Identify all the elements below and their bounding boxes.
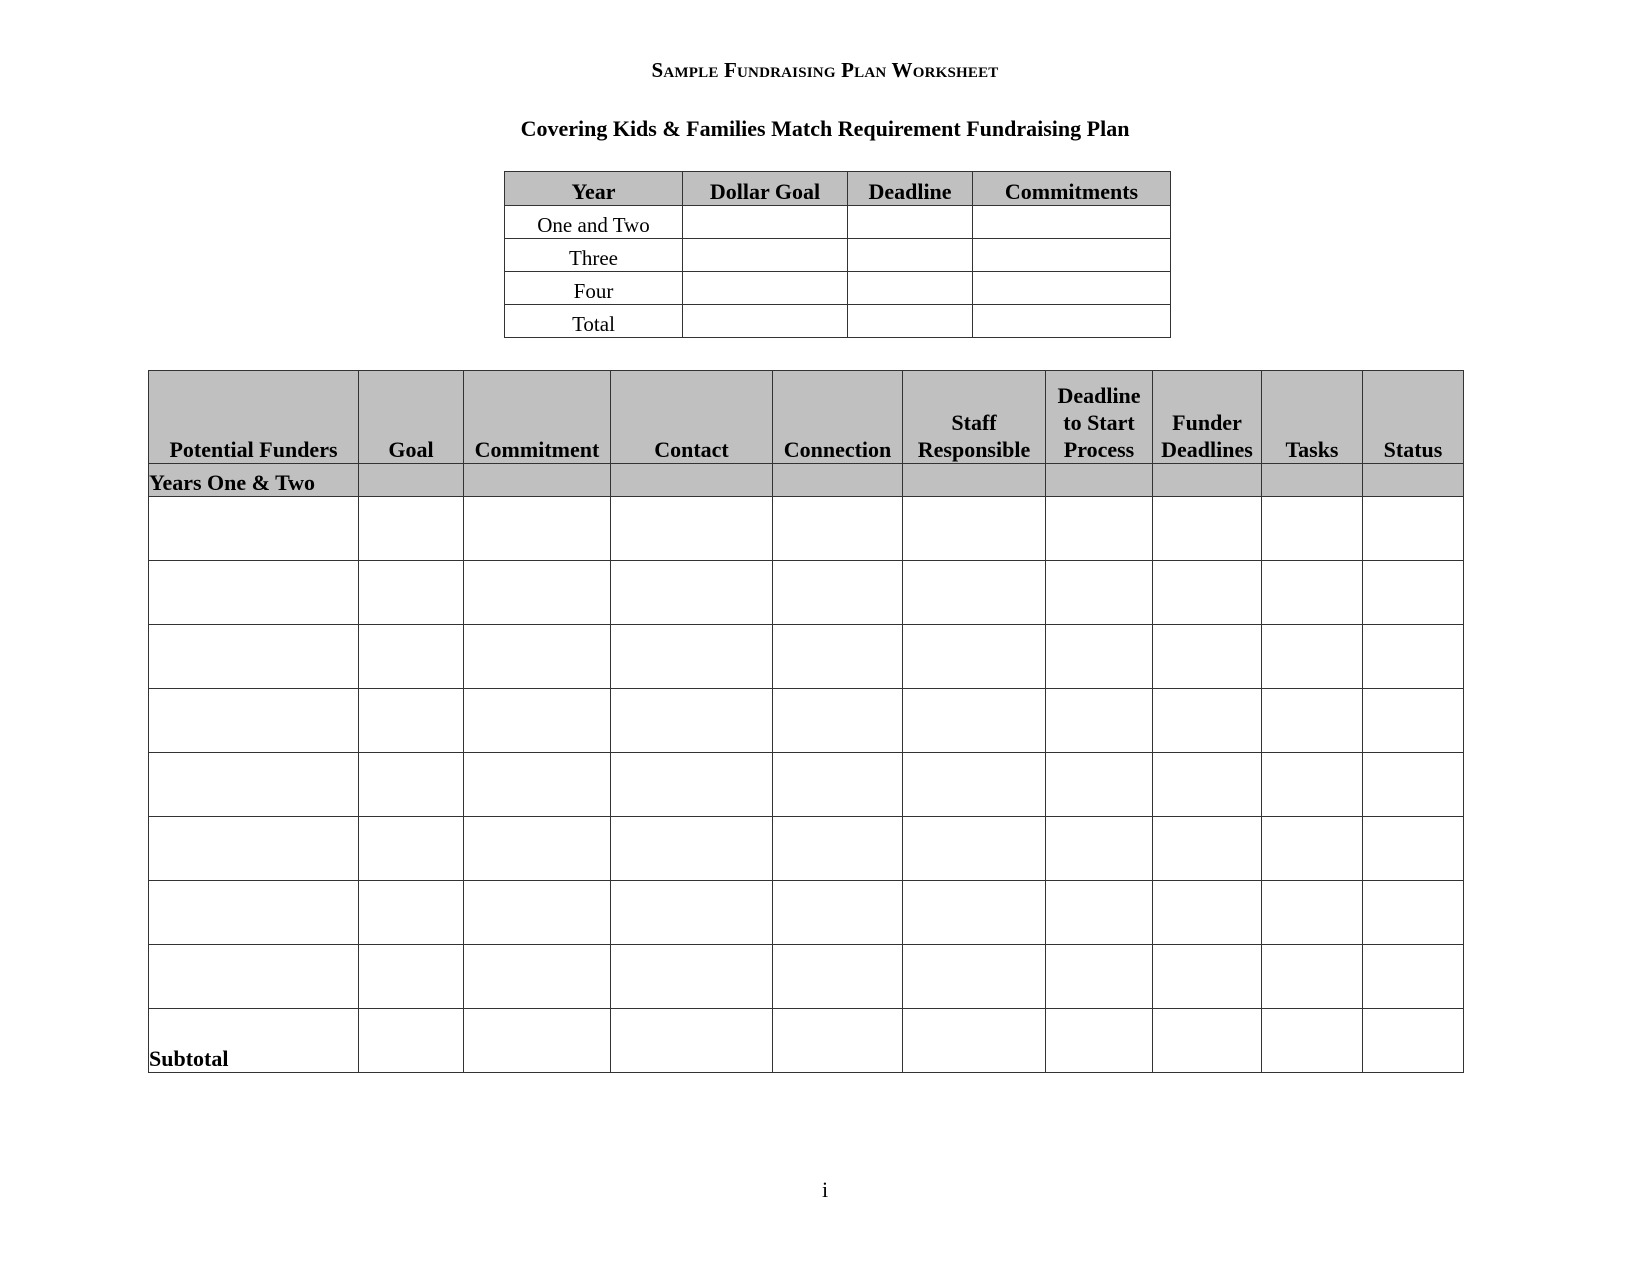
table-row bbox=[149, 625, 1464, 689]
commitments-cell bbox=[973, 272, 1171, 305]
header-deadline: Deadline bbox=[848, 172, 973, 206]
dollar-goal-cell bbox=[683, 206, 848, 239]
summary-row bbox=[505, 206, 1171, 239]
deadline-cell bbox=[848, 206, 973, 239]
year-cell: Total bbox=[505, 305, 683, 338]
header-tasks: Tasks bbox=[1262, 371, 1363, 464]
year-cell: Three bbox=[505, 239, 683, 272]
dollar-goal-cell bbox=[683, 239, 848, 272]
deadline-cell bbox=[848, 239, 973, 272]
table-row bbox=[149, 945, 1464, 1009]
funders-header-row bbox=[149, 371, 1464, 464]
header-staff-responsible: Staff Responsible bbox=[903, 371, 1046, 464]
year-cell: Four bbox=[505, 272, 683, 305]
header-connection: Connection bbox=[773, 371, 903, 464]
header-contact: Contact bbox=[611, 371, 773, 464]
summary-header-row bbox=[505, 172, 1171, 206]
header-year: Year bbox=[505, 172, 683, 206]
table-row bbox=[149, 753, 1464, 817]
table-row bbox=[149, 881, 1464, 945]
subtotal-row bbox=[149, 1009, 1464, 1073]
header-commitment: Commitment bbox=[464, 371, 611, 464]
document-subtitle: Covering Kids & Families Match Requirement Fundraising Plan bbox=[520, 116, 1130, 141]
header-dollar-goal: Dollar Goal bbox=[683, 172, 848, 206]
summary-table bbox=[504, 171, 1171, 338]
section-label: Years One & Two bbox=[149, 464, 359, 497]
table-row bbox=[149, 497, 1464, 561]
section-row-years-one-two bbox=[149, 464, 1464, 497]
page-number: i bbox=[821, 1177, 829, 1202]
header-potential-funders: Potential Funders bbox=[149, 371, 359, 464]
funders-table bbox=[148, 370, 1464, 1073]
summary-row bbox=[505, 239, 1171, 272]
table-row bbox=[149, 689, 1464, 753]
header-funder-deadlines: Funder Deadlines bbox=[1153, 371, 1262, 464]
commitments-cell bbox=[973, 305, 1171, 338]
commitments-cell bbox=[973, 206, 1171, 239]
summary-row bbox=[505, 272, 1171, 305]
header-commitments: Commitments bbox=[973, 172, 1171, 206]
header-deadline-to-start: Deadline to Start Process bbox=[1046, 371, 1153, 464]
dollar-goal-cell bbox=[683, 272, 848, 305]
table-row bbox=[149, 817, 1464, 881]
commitments-cell bbox=[973, 239, 1171, 272]
subtotal-label: Subtotal bbox=[149, 1009, 359, 1073]
deadline-cell bbox=[848, 272, 973, 305]
header-status: Status bbox=[1363, 371, 1464, 464]
header-goal: Goal bbox=[359, 371, 464, 464]
deadline-cell bbox=[848, 305, 973, 338]
table-row bbox=[149, 561, 1464, 625]
year-cell: One and Two bbox=[505, 206, 683, 239]
document-title: Sample Fundraising Plan Worksheet bbox=[651, 58, 999, 82]
dollar-goal-cell bbox=[683, 305, 848, 338]
summary-total-row bbox=[505, 305, 1171, 338]
